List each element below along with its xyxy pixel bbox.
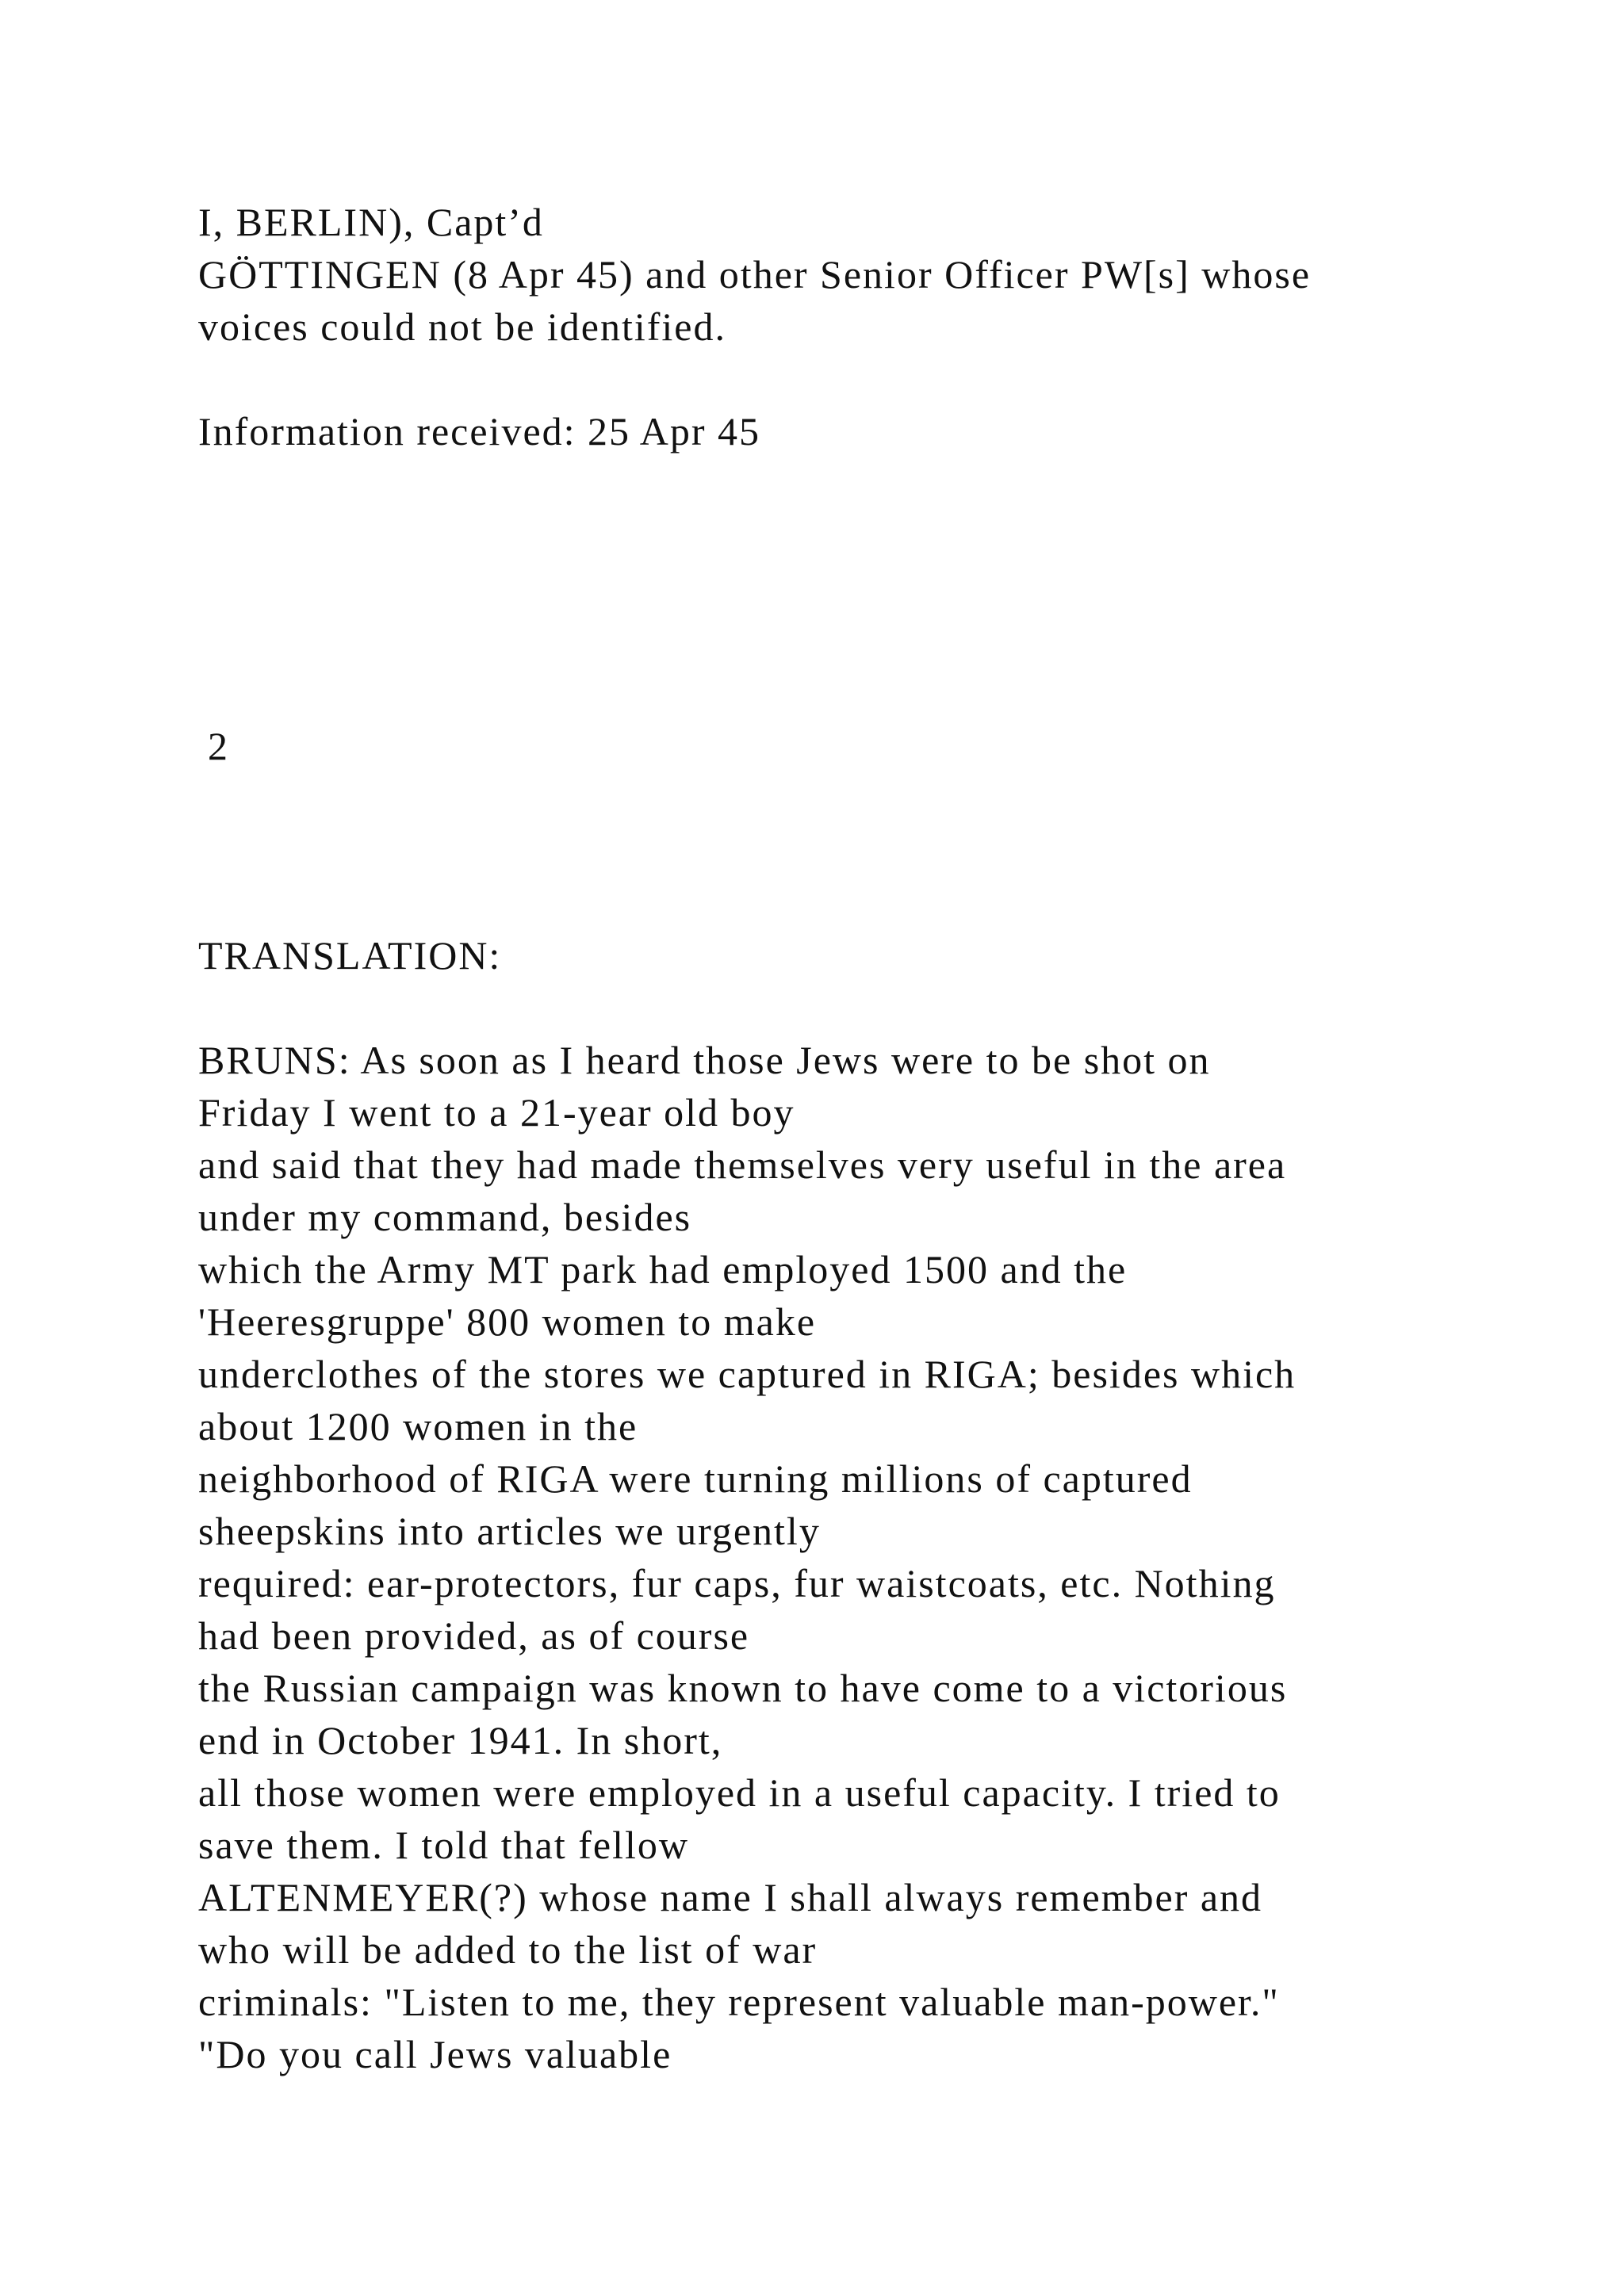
- body-line: save them. I told that fellow: [198, 1823, 689, 1867]
- body-line: about 1200 women in the: [198, 1404, 638, 1448]
- body-line: criminals: "Listen to me, they represent valuable man-power.": [198, 1980, 1280, 2024]
- body-line: sheepskins into articles we urgently: [198, 1509, 821, 1553]
- info-received-line: Information received: 25 Apr 45: [198, 409, 761, 453]
- section-heading: TRANSLATION:: [198, 933, 502, 978]
- header-line: GÖTTINGEN (8 Apr 45) and other Senior Officer PW[s] whose: [198, 252, 1312, 297]
- body-line: who will be added to the list of war: [198, 1927, 818, 1972]
- body-line: which the Army MT park had employed 1500 and the: [198, 1247, 1128, 1292]
- body-line: 'Heeresgruppe' 800 women to make: [198, 1299, 817, 1344]
- body-line: all those women were employed in a useful capacity. I tried to: [198, 1770, 1281, 1815]
- body-line: the Russian campaign was known to have come to a victorious: [198, 1666, 1288, 1710]
- body-line: neighborhood of RIGA were turning millions of captured: [198, 1456, 1193, 1501]
- body-line: ALTENMEYER(?) whose name I shall always remember and: [198, 1875, 1263, 1919]
- body-line: required: ear-protectors, fur caps, fur waistcoats, etc. Nothing: [198, 1561, 1276, 1605]
- body-line: BRUNS: As soon as I heard those Jews were to be shot on: [198, 1038, 1211, 1082]
- page-number: 2: [208, 724, 228, 768]
- body-line: and said that they had made themselves very useful in the area: [198, 1142, 1287, 1187]
- body-line: under my command, besides: [198, 1195, 692, 1239]
- header-line: I, BERLIN), Capt’d: [198, 200, 544, 244]
- body-line: underclothes of the stores we captured in RIGA; besides which: [198, 1352, 1297, 1396]
- body-line: had been provided, as of course: [198, 1613, 750, 1658]
- body-line: "Do you call Jews valuable: [198, 2032, 672, 2076]
- body-line: end in October 1941. In short,: [198, 1718, 723, 1762]
- header-line: voices could not be identified.: [198, 304, 727, 349]
- body-line: Friday I went to a 21-year old boy: [198, 1090, 795, 1135]
